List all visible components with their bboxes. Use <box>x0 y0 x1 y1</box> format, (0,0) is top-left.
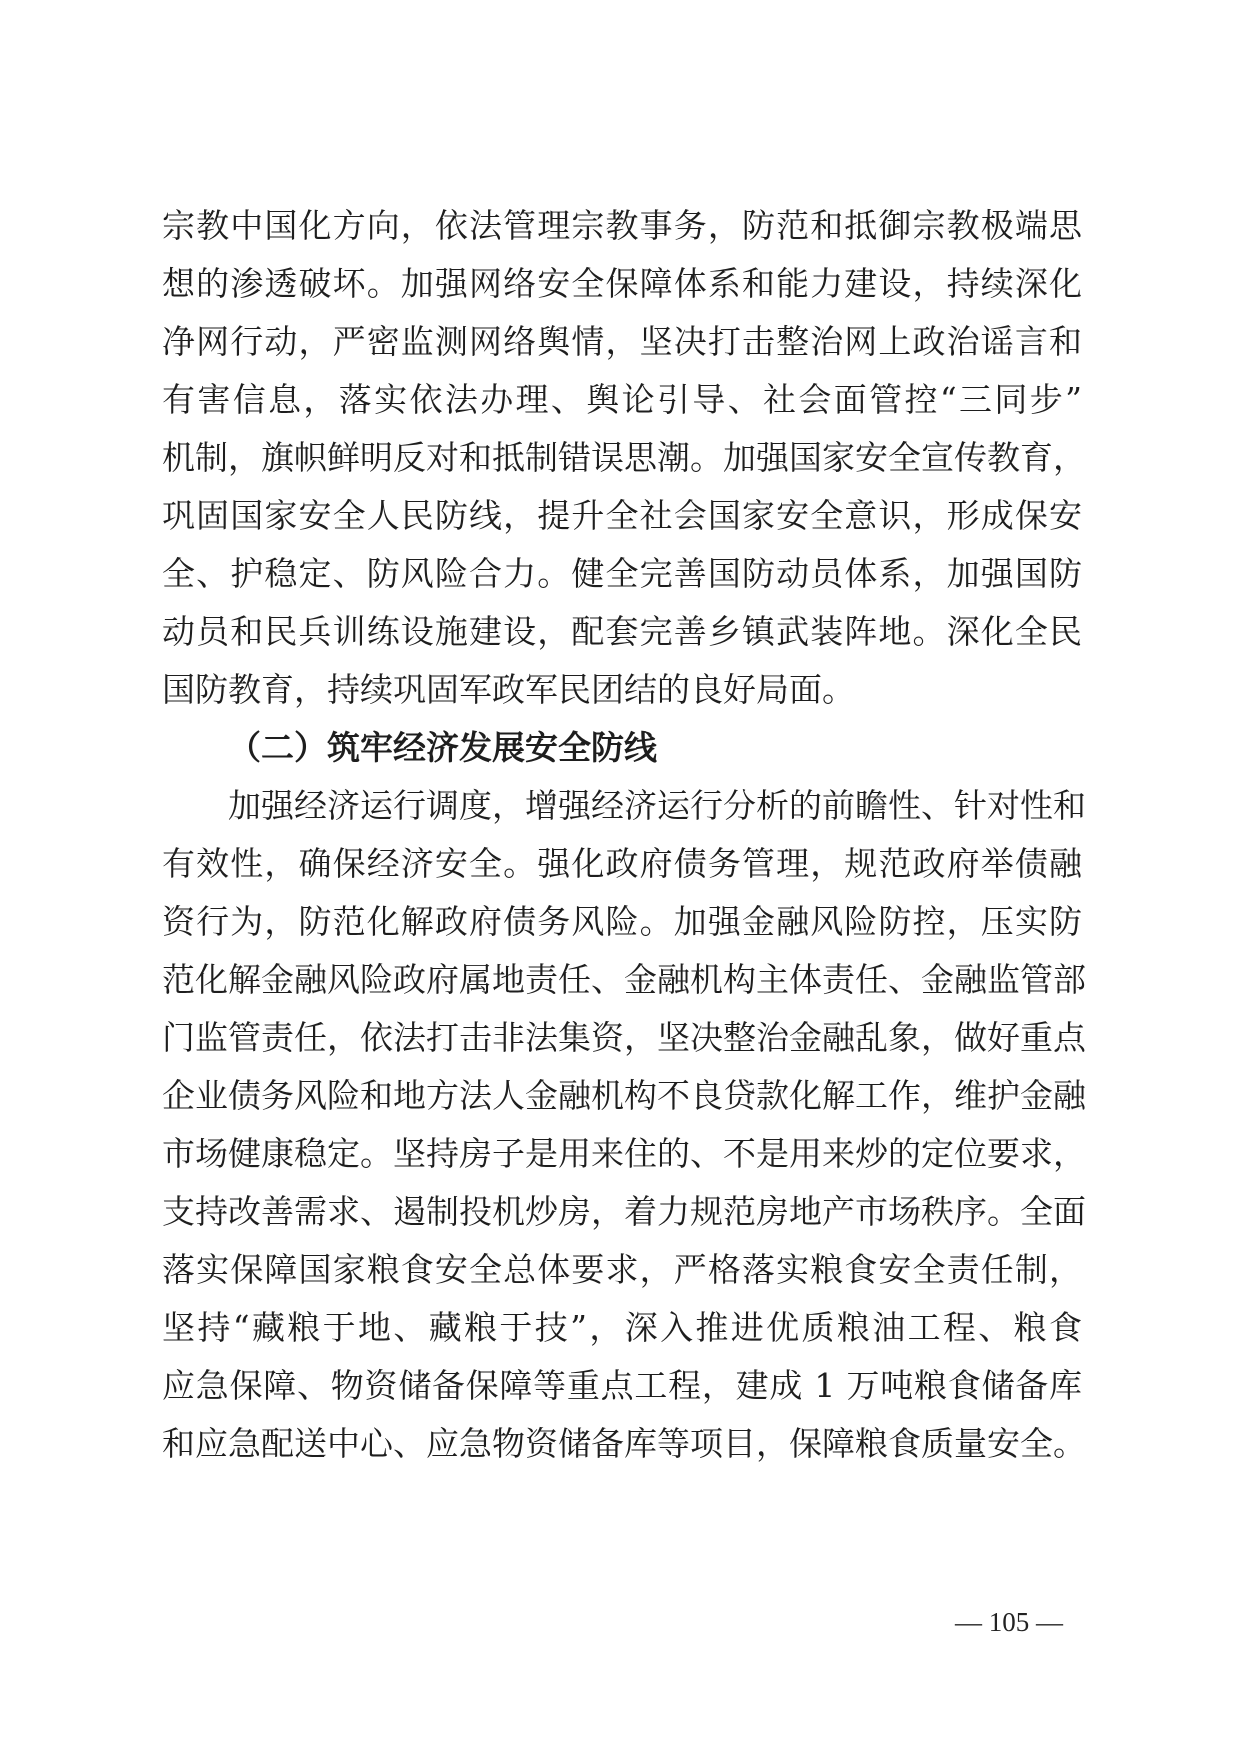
paragraph-line: 支持改善需求、遏制投机炒房，着力规范房地产市场秩序。全面 <box>162 1192 1086 1231</box>
paragraph-line: 市场健康稳定。坚持房子是用来住的、不是用来炒的定位要求， <box>162 1134 1086 1173</box>
paragraph-line: 门监管责任，依法打击非法集资，坚决整治金融乱象，做好重点 <box>162 1018 1086 1057</box>
paragraph-line: 企业债务风险和地方法人金融机构不良贷款化解工作，维护金融 <box>162 1076 1086 1115</box>
paragraph-line: 有效性，确保经济安全。强化政府债务管理，规范政府举债融 <box>162 844 1082 883</box>
section-heading: （二）筑牢经济发展安全防线 <box>228 728 657 767</box>
page-number: — 105 — <box>955 1607 1063 1637</box>
paragraph-line: 落实保障国家粮食安全总体要求，严格落实粮食安全责任制， <box>162 1250 1082 1289</box>
paragraph-line: 有害信息，落实依法办理、舆论引导、社会面管控“三同步” <box>162 380 1082 419</box>
paragraph-line: 想的渗透破坏。加强网络安全保障体系和能力建设，持续深化 <box>162 264 1082 303</box>
paragraph-line: 宗教中国化方向，依法管理宗教事务，防范和抵御宗教极端思 <box>162 206 1082 245</box>
paragraph-line: 范化解金融风险政府属地责任、金融机构主体责任、金融监管部 <box>162 960 1086 999</box>
paragraph-line: 坚持“藏粮于地、藏粮于技”，深入推进优质粮油工程、粮食 <box>162 1308 1082 1347</box>
paragraph-line: 资行为，防范化解政府债务风险。加强金融风险防控，压实防 <box>162 902 1082 941</box>
paragraph-line: 和应急配送中心、应急物资储备库等项目，保障粮食质量安全。 <box>162 1424 1086 1463</box>
paragraph-line: 巩固国家安全人民防线，提升全社会国家安全意识，形成保安 <box>162 496 1082 535</box>
paragraph-line: 机制，旗帜鲜明反对和抵制错误思潮。加强国家安全宣传教育， <box>162 438 1086 477</box>
paragraph-line: 净网行动，严密监测网络舆情，坚决打击整治网上政治谣言和 <box>162 322 1082 361</box>
paragraph-line: 动员和民兵训练设施建设，配套完善乡镇武装阵地。深化全民 <box>162 612 1082 651</box>
paragraph-line: 加强经济运行调度，增强经济运行分析的前瞻性、针对性和 <box>228 786 1086 825</box>
paragraph-line: 国防教育，持续巩固军政军民团结的良好局面。 <box>162 670 855 709</box>
paragraph-line: 应急保障、物资储备保障等重点工程，建成 1 万吨粮食储备库 <box>162 1366 1082 1405</box>
paragraph-line: 全、护稳定、防风险合力。健全完善国防动员体系，加强国防 <box>162 554 1082 593</box>
